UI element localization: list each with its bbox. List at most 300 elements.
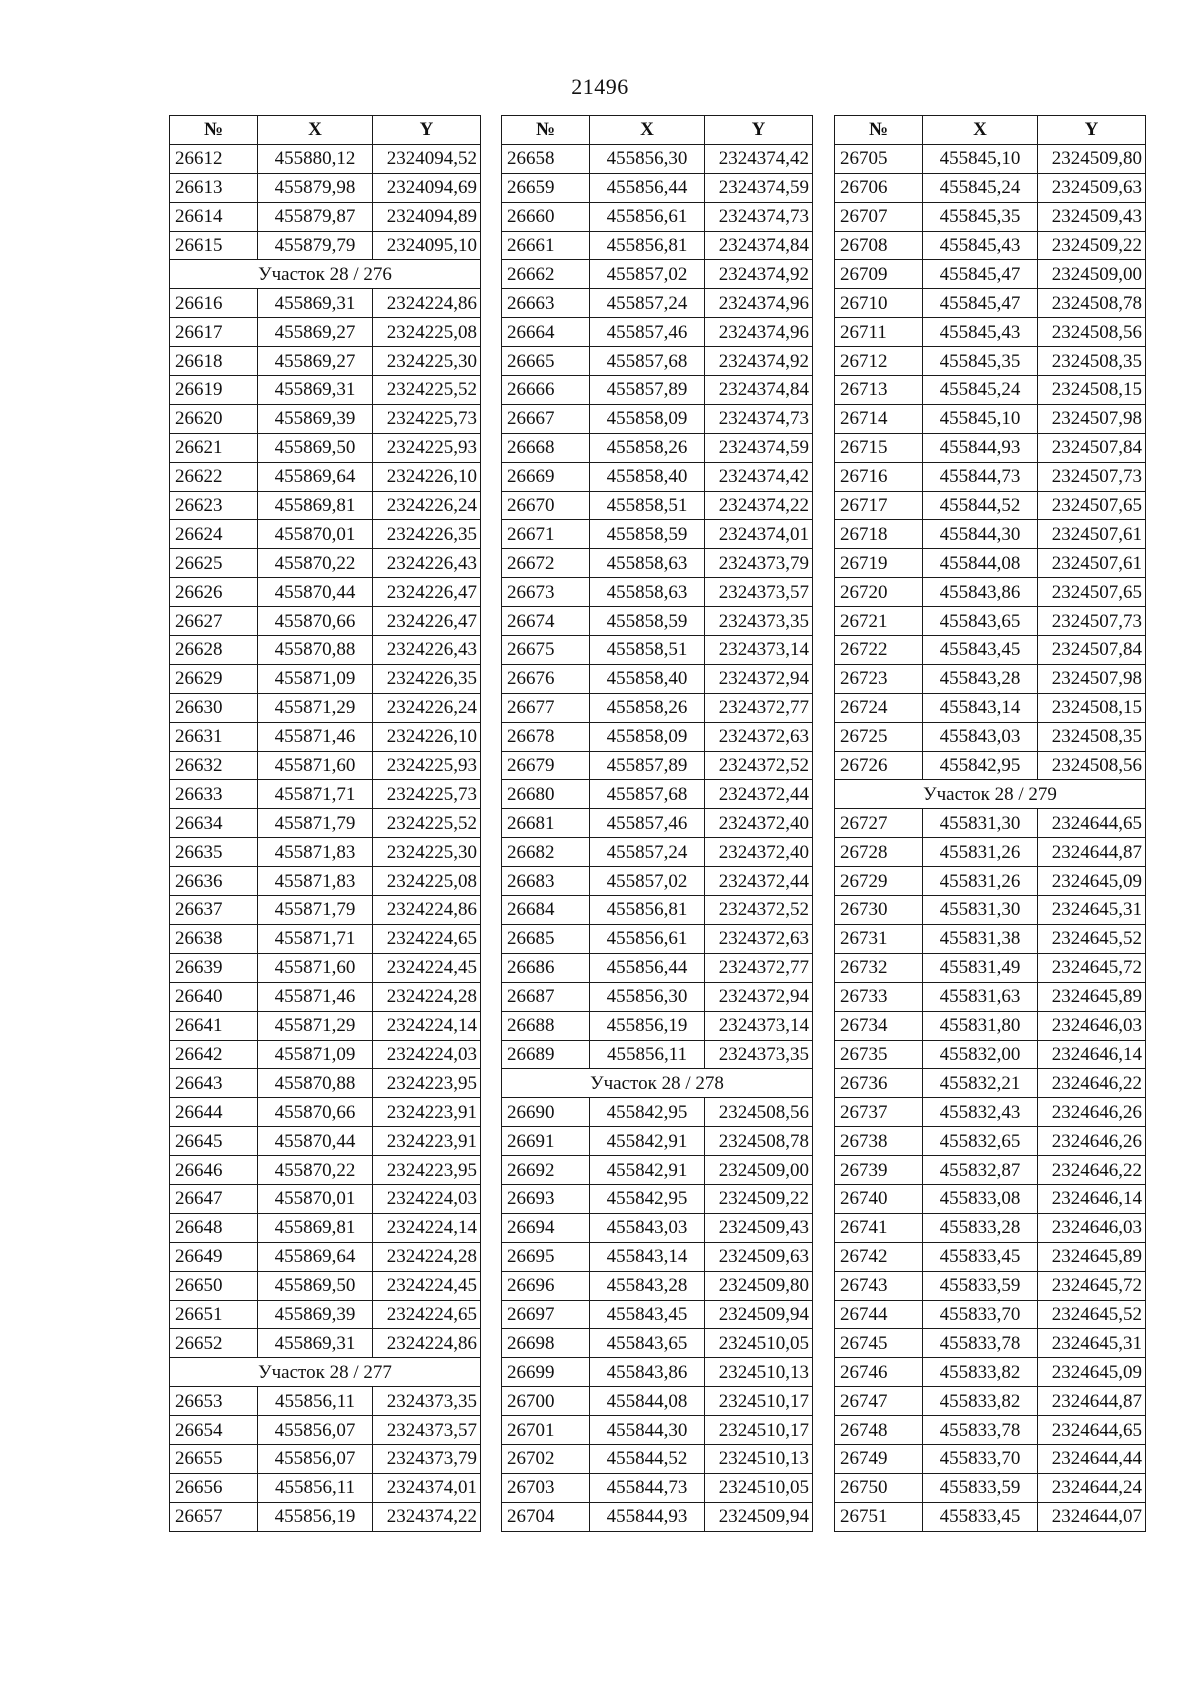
x-coordinate: 455858,51 — [590, 636, 705, 665]
table-row — [502, 1444, 813, 1473]
x-coordinate: 455856,30 — [590, 144, 705, 173]
point-number: 26669 — [502, 462, 590, 491]
y-coordinate: 2324508,78 — [1038, 289, 1146, 318]
point-number: 26749 — [835, 1444, 923, 1473]
x-coordinate: 455871,09 — [258, 1040, 373, 1069]
point-number: 26718 — [835, 520, 923, 549]
x-coordinate: 455879,87 — [258, 202, 373, 231]
x-coordinate: 455871,60 — [258, 953, 373, 982]
point-number: 26635 — [170, 838, 258, 867]
point-number: 26623 — [170, 491, 258, 520]
point-number: 26726 — [835, 751, 923, 780]
x-coordinate: 455857,46 — [590, 809, 705, 838]
y-coordinate: 2324373,79 — [373, 1444, 481, 1473]
x-coordinate: 455842,95 — [590, 1184, 705, 1213]
table-row — [502, 1011, 813, 1040]
point-number: 26653 — [170, 1387, 258, 1416]
y-coordinate: 2324225,08 — [373, 867, 481, 896]
table-row — [835, 1502, 1146, 1531]
x-coordinate: 455869,39 — [258, 404, 373, 433]
y-coordinate: 2324224,65 — [373, 924, 481, 953]
x-coordinate: 455871,29 — [258, 1011, 373, 1040]
point-number: 26684 — [502, 896, 590, 925]
x-coordinate: 455870,01 — [258, 520, 373, 549]
x-coordinate: 455869,31 — [258, 1329, 373, 1358]
x-coordinate: 455857,68 — [590, 780, 705, 809]
x-coordinate: 455870,88 — [258, 1069, 373, 1098]
header-num: № — [170, 116, 258, 145]
x-coordinate: 455833,70 — [923, 1444, 1038, 1473]
x-coordinate: 455856,44 — [590, 173, 705, 202]
point-number: 26664 — [502, 318, 590, 347]
y-coordinate: 2324645,31 — [1038, 896, 1146, 925]
y-coordinate: 2324509,22 — [1038, 231, 1146, 260]
x-coordinate: 455858,59 — [590, 607, 705, 636]
table-row — [835, 1040, 1146, 1069]
y-coordinate: 2324509,94 — [705, 1300, 813, 1329]
point-number: 26646 — [170, 1156, 258, 1185]
y-coordinate: 2324509,94 — [705, 1502, 813, 1531]
y-coordinate: 2324509,80 — [705, 1271, 813, 1300]
table-row — [502, 1040, 813, 1069]
x-coordinate: 455845,47 — [923, 289, 1038, 318]
x-coordinate: 455871,71 — [258, 780, 373, 809]
x-coordinate: 455833,45 — [923, 1242, 1038, 1271]
table-row — [170, 1098, 481, 1127]
point-number: 26743 — [835, 1271, 923, 1300]
y-coordinate: 2324645,72 — [1038, 953, 1146, 982]
y-coordinate: 2324226,10 — [373, 722, 481, 751]
x-coordinate: 455857,24 — [590, 289, 705, 318]
table-row — [835, 1444, 1146, 1473]
table-row — [835, 433, 1146, 462]
x-coordinate: 455869,50 — [258, 1271, 373, 1300]
x-coordinate: 455843,86 — [923, 578, 1038, 607]
y-coordinate: 2324224,86 — [373, 1329, 481, 1358]
x-coordinate: 455844,52 — [923, 491, 1038, 520]
x-coordinate: 455871,79 — [258, 896, 373, 925]
table-row — [502, 1473, 813, 1502]
header-x: X — [923, 116, 1038, 145]
y-coordinate: 2324509,80 — [1038, 144, 1146, 173]
table-row — [170, 722, 481, 751]
y-coordinate: 2324646,22 — [1038, 1156, 1146, 1185]
point-number: 26658 — [502, 144, 590, 173]
x-coordinate: 455871,79 — [258, 809, 373, 838]
table-row — [835, 549, 1146, 578]
x-coordinate: 455843,65 — [590, 1329, 705, 1358]
y-coordinate: 2324095,10 — [373, 231, 481, 260]
x-coordinate: 455869,64 — [258, 1242, 373, 1271]
point-number: 26681 — [502, 809, 590, 838]
table-row — [502, 1127, 813, 1156]
y-coordinate: 2324372,94 — [705, 982, 813, 1011]
table-row — [835, 1127, 1146, 1156]
x-coordinate: 455869,31 — [258, 289, 373, 318]
table-row — [170, 982, 481, 1011]
table-row — [502, 1416, 813, 1445]
x-coordinate: 455869,27 — [258, 318, 373, 347]
point-number: 26614 — [170, 202, 258, 231]
y-coordinate: 2324374,84 — [705, 231, 813, 260]
x-coordinate: 455879,98 — [258, 173, 373, 202]
header-row — [835, 116, 1146, 145]
table-row — [170, 1473, 481, 1502]
point-number: 26660 — [502, 202, 590, 231]
y-coordinate: 2324226,35 — [373, 520, 481, 549]
x-coordinate: 455845,35 — [923, 202, 1038, 231]
table-row — [502, 924, 813, 953]
table-row — [502, 549, 813, 578]
y-coordinate: 2324374,92 — [705, 347, 813, 376]
y-coordinate: 2324508,56 — [705, 1098, 813, 1127]
y-coordinate: 2324646,22 — [1038, 1069, 1146, 1098]
x-coordinate: 455831,26 — [923, 838, 1038, 867]
x-coordinate: 455856,81 — [590, 896, 705, 925]
point-number: 26630 — [170, 693, 258, 722]
y-coordinate: 2324644,87 — [1038, 838, 1146, 867]
table-row — [502, 896, 813, 925]
x-coordinate: 455843,45 — [923, 636, 1038, 665]
x-coordinate: 455831,26 — [923, 867, 1038, 896]
point-number: 26692 — [502, 1156, 590, 1185]
y-coordinate: 2324223,95 — [373, 1069, 481, 1098]
x-coordinate: 455871,71 — [258, 924, 373, 953]
point-number: 26722 — [835, 636, 923, 665]
table-row — [170, 607, 481, 636]
x-coordinate: 455843,86 — [590, 1358, 705, 1387]
point-number: 26710 — [835, 289, 923, 318]
table-row — [502, 260, 813, 289]
table-row — [502, 809, 813, 838]
table-row — [502, 1271, 813, 1300]
table-row — [835, 1242, 1146, 1271]
point-number: 26634 — [170, 809, 258, 838]
point-number: 26654 — [170, 1416, 258, 1445]
point-number: 26625 — [170, 549, 258, 578]
table-body — [835, 144, 1146, 1531]
y-coordinate: 2324510,05 — [705, 1329, 813, 1358]
x-coordinate: 455869,50 — [258, 433, 373, 462]
table-row — [502, 751, 813, 780]
point-number: 26683 — [502, 867, 590, 896]
x-coordinate: 455856,81 — [590, 231, 705, 260]
point-number: 26656 — [170, 1473, 258, 1502]
x-coordinate: 455843,65 — [923, 607, 1038, 636]
point-number: 26693 — [502, 1184, 590, 1213]
y-coordinate: 2324373,14 — [705, 1011, 813, 1040]
y-coordinate: 2324645,89 — [1038, 982, 1146, 1011]
point-number: 26686 — [502, 953, 590, 982]
y-coordinate: 2324374,42 — [705, 144, 813, 173]
table-row — [835, 867, 1146, 896]
x-coordinate: 455832,87 — [923, 1156, 1038, 1185]
point-number: 26667 — [502, 404, 590, 433]
y-coordinate: 2324509,00 — [705, 1156, 813, 1185]
table-row — [502, 1300, 813, 1329]
point-number: 26662 — [502, 260, 590, 289]
point-number: 26734 — [835, 1011, 923, 1040]
table-row — [502, 780, 813, 809]
x-coordinate: 455871,83 — [258, 838, 373, 867]
table-row — [835, 1271, 1146, 1300]
y-coordinate: 2324510,13 — [705, 1358, 813, 1387]
y-coordinate: 2324226,10 — [373, 462, 481, 491]
table-row — [170, 433, 481, 462]
x-coordinate: 455857,02 — [590, 867, 705, 896]
y-coordinate: 2324226,47 — [373, 578, 481, 607]
x-coordinate: 455833,59 — [923, 1473, 1038, 1502]
x-coordinate: 455869,27 — [258, 347, 373, 376]
y-coordinate: 2324646,14 — [1038, 1040, 1146, 1069]
y-coordinate: 2324644,07 — [1038, 1502, 1146, 1531]
point-number: 26738 — [835, 1127, 923, 1156]
table-row — [835, 318, 1146, 347]
point-number: 26675 — [502, 636, 590, 665]
table-row — [170, 173, 481, 202]
x-coordinate: 455856,19 — [258, 1502, 373, 1531]
point-number: 26733 — [835, 982, 923, 1011]
x-coordinate: 455833,08 — [923, 1184, 1038, 1213]
y-coordinate: 2324510,17 — [705, 1416, 813, 1445]
table-row — [502, 1242, 813, 1271]
y-coordinate: 2324224,28 — [373, 1242, 481, 1271]
table-row — [502, 1387, 813, 1416]
y-coordinate: 2324644,65 — [1038, 809, 1146, 838]
x-coordinate: 455845,10 — [923, 404, 1038, 433]
x-coordinate: 455856,30 — [590, 982, 705, 1011]
table-row — [835, 202, 1146, 231]
point-number: 26651 — [170, 1300, 258, 1329]
table-row — [502, 144, 813, 173]
table-row — [170, 1069, 481, 1098]
x-coordinate: 455832,65 — [923, 1127, 1038, 1156]
point-number: 26712 — [835, 347, 923, 376]
x-coordinate: 455856,07 — [258, 1416, 373, 1445]
y-coordinate: 2324507,65 — [1038, 578, 1146, 607]
y-coordinate: 2324644,24 — [1038, 1473, 1146, 1502]
section-title: Участок 28 / 276 — [170, 260, 481, 289]
table-row — [170, 1502, 481, 1531]
table-row — [835, 491, 1146, 520]
y-coordinate: 2324508,78 — [705, 1127, 813, 1156]
table-row — [502, 462, 813, 491]
y-coordinate: 2324374,92 — [705, 260, 813, 289]
point-number: 26619 — [170, 376, 258, 405]
x-coordinate: 455869,81 — [258, 1213, 373, 1242]
point-number: 26696 — [502, 1271, 590, 1300]
table-row — [170, 231, 481, 260]
point-number: 26640 — [170, 982, 258, 1011]
point-number: 26650 — [170, 1271, 258, 1300]
point-number: 26621 — [170, 433, 258, 462]
table-row — [170, 838, 481, 867]
table-row — [835, 982, 1146, 1011]
point-number: 26694 — [502, 1213, 590, 1242]
y-coordinate: 2324224,03 — [373, 1040, 481, 1069]
x-coordinate: 455845,43 — [923, 231, 1038, 260]
table-body — [502, 144, 813, 1531]
y-coordinate: 2324372,44 — [705, 867, 813, 896]
table-row — [835, 693, 1146, 722]
y-coordinate: 2324224,86 — [373, 289, 481, 318]
point-number: 26682 — [502, 838, 590, 867]
table-row — [502, 693, 813, 722]
point-number: 26747 — [835, 1387, 923, 1416]
table-row — [835, 347, 1146, 376]
table-row — [835, 636, 1146, 665]
x-coordinate: 455833,82 — [923, 1358, 1038, 1387]
x-coordinate: 455856,19 — [590, 1011, 705, 1040]
x-coordinate: 455858,26 — [590, 433, 705, 462]
point-number: 26673 — [502, 578, 590, 607]
y-coordinate: 2324225,52 — [373, 376, 481, 405]
point-number: 26723 — [835, 664, 923, 693]
point-number: 26697 — [502, 1300, 590, 1329]
table-row — [502, 953, 813, 982]
y-coordinate: 2324509,22 — [705, 1184, 813, 1213]
x-coordinate: 455870,22 — [258, 1156, 373, 1185]
x-coordinate: 455843,28 — [590, 1271, 705, 1300]
y-coordinate: 2324646,14 — [1038, 1184, 1146, 1213]
table-row — [170, 289, 481, 318]
table-row — [170, 1300, 481, 1329]
y-coordinate: 2324509,63 — [1038, 173, 1146, 202]
y-coordinate: 2324225,30 — [373, 838, 481, 867]
x-coordinate: 455858,09 — [590, 404, 705, 433]
x-coordinate: 455842,95 — [590, 1098, 705, 1127]
x-coordinate: 455845,43 — [923, 318, 1038, 347]
point-number: 26678 — [502, 722, 590, 751]
y-coordinate: 2324374,22 — [705, 491, 813, 520]
section-row — [502, 1069, 813, 1098]
x-coordinate: 455856,11 — [590, 1040, 705, 1069]
table-row — [835, 404, 1146, 433]
point-number: 26663 — [502, 289, 590, 318]
section-title: Участок 28 / 279 — [835, 780, 1146, 809]
y-coordinate: 2324508,56 — [1038, 751, 1146, 780]
point-number: 26629 — [170, 664, 258, 693]
section-title: Участок 28 / 278 — [502, 1069, 813, 1098]
x-coordinate: 455869,39 — [258, 1300, 373, 1329]
y-coordinate: 2324507,84 — [1038, 636, 1146, 665]
y-coordinate: 2324372,63 — [705, 722, 813, 751]
y-coordinate: 2324225,73 — [373, 404, 481, 433]
point-number: 26627 — [170, 607, 258, 636]
point-number: 26671 — [502, 520, 590, 549]
point-number: 26717 — [835, 491, 923, 520]
x-coordinate: 455871,46 — [258, 722, 373, 751]
x-coordinate: 455845,24 — [923, 376, 1038, 405]
x-coordinate: 455856,61 — [590, 924, 705, 953]
table-row — [835, 260, 1146, 289]
y-coordinate: 2324225,93 — [373, 433, 481, 462]
y-coordinate: 2324373,35 — [373, 1387, 481, 1416]
y-coordinate: 2324224,14 — [373, 1213, 481, 1242]
point-number: 26716 — [835, 462, 923, 491]
header-num: № — [502, 116, 590, 145]
x-coordinate: 455831,80 — [923, 1011, 1038, 1040]
point-number: 26665 — [502, 347, 590, 376]
y-coordinate: 2324224,45 — [373, 953, 481, 982]
y-coordinate: 2324226,24 — [373, 491, 481, 520]
table-row — [835, 1416, 1146, 1445]
table-row — [502, 1156, 813, 1185]
table-row — [835, 722, 1146, 751]
point-number: 26737 — [835, 1098, 923, 1127]
x-coordinate: 455844,08 — [923, 549, 1038, 578]
point-number: 26689 — [502, 1040, 590, 1069]
x-coordinate: 455831,49 — [923, 953, 1038, 982]
x-coordinate: 455871,83 — [258, 867, 373, 896]
point-number: 26666 — [502, 376, 590, 405]
x-coordinate: 455843,14 — [590, 1242, 705, 1271]
y-coordinate: 2324646,03 — [1038, 1011, 1146, 1040]
table-row — [502, 982, 813, 1011]
x-coordinate: 455858,40 — [590, 462, 705, 491]
x-coordinate: 455831,38 — [923, 924, 1038, 953]
x-coordinate: 455844,93 — [923, 433, 1038, 462]
y-coordinate: 2324372,40 — [705, 838, 813, 867]
y-coordinate: 2324508,15 — [1038, 693, 1146, 722]
y-coordinate: 2324223,91 — [373, 1127, 481, 1156]
y-coordinate: 2324644,65 — [1038, 1416, 1146, 1445]
y-coordinate: 2324508,35 — [1038, 722, 1146, 751]
x-coordinate: 455869,31 — [258, 376, 373, 405]
point-number: 26729 — [835, 867, 923, 896]
y-coordinate: 2324645,52 — [1038, 924, 1146, 953]
y-coordinate: 2324225,73 — [373, 780, 481, 809]
y-coordinate: 2324225,52 — [373, 809, 481, 838]
header-y: Y — [705, 116, 813, 145]
table-row — [170, 578, 481, 607]
table-row — [835, 953, 1146, 982]
point-number: 26750 — [835, 1473, 923, 1502]
point-number: 26626 — [170, 578, 258, 607]
point-number: 26622 — [170, 462, 258, 491]
y-coordinate: 2324507,98 — [1038, 664, 1146, 693]
table-row — [835, 838, 1146, 867]
table-row — [170, 144, 481, 173]
table-row — [170, 664, 481, 693]
x-coordinate: 455858,40 — [590, 664, 705, 693]
y-coordinate: 2324373,14 — [705, 636, 813, 665]
x-coordinate: 455842,91 — [590, 1127, 705, 1156]
x-coordinate: 455858,59 — [590, 520, 705, 549]
point-number: 26670 — [502, 491, 590, 520]
y-coordinate: 2324374,96 — [705, 289, 813, 318]
point-number: 26618 — [170, 347, 258, 376]
y-coordinate: 2324507,65 — [1038, 491, 1146, 520]
point-number: 26652 — [170, 1329, 258, 1358]
coordinates-table-left — [169, 115, 481, 1532]
x-coordinate: 455833,78 — [923, 1329, 1038, 1358]
point-number: 26732 — [835, 953, 923, 982]
table-row — [502, 578, 813, 607]
point-number: 26725 — [835, 722, 923, 751]
x-coordinate: 455844,52 — [590, 1444, 705, 1473]
point-number: 26714 — [835, 404, 923, 433]
table-row — [835, 1329, 1146, 1358]
table-row — [170, 1011, 481, 1040]
table-row — [502, 722, 813, 751]
point-number: 26748 — [835, 1416, 923, 1445]
table-row — [170, 1387, 481, 1416]
table-row — [835, 751, 1146, 780]
table-row — [835, 896, 1146, 925]
y-coordinate: 2324372,94 — [705, 664, 813, 693]
point-number: 26703 — [502, 1473, 590, 1502]
